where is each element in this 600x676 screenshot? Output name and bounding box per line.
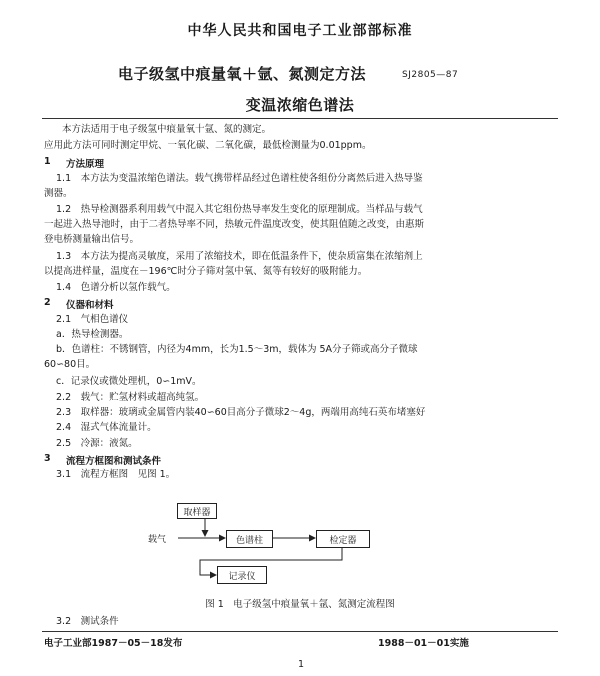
- para-2-1-b: b．色谱柱：不锈钢管，内径为4mm，长为1.5～3m，载体为 5A分子筛或高分子微球: [56, 344, 418, 355]
- footer-rule: [42, 631, 558, 632]
- page-title: 电子级氢中痕量氧＋氩、氮测定方法: [118, 65, 367, 83]
- issued-date: 电子工业部1987－05－18发布: [44, 638, 183, 649]
- sampler-box: 取样器: [177, 503, 217, 519]
- section-1-num: 1: [44, 156, 51, 167]
- para-2-3: 2.3 取样器：玻璃或金属管内装40∽60目高分子微球2～4g，两端用高纯石英布堵塞好: [56, 407, 426, 418]
- effective-date: 1988－01－01实施: [378, 638, 469, 649]
- para-1-1-cont: 测器。: [44, 188, 73, 199]
- section-2-title: 仪器和材料: [66, 300, 114, 311]
- para-2-1: 2.1 气相色谱仪: [56, 314, 129, 325]
- para-2-2: 2.2 载气：贮氢材料或超高纯氢。: [56, 392, 205, 403]
- para-2-1-c: c．记录仪或微处理机，0∽1mV。: [56, 376, 202, 387]
- para-1-2-cont: 一起进入热导池时，由于二者热导率不同，热敏元件温度改变，使其阻值随之改变，由惠斯: [44, 219, 425, 230]
- para-1-3: 1.3 本方法为提高灵敏度，采用了浓缩技术，即在低温条件下，使杂质富集在浓缩剂上: [56, 251, 423, 262]
- recorder-box: 记录仪: [217, 566, 267, 584]
- para-2-4: 2.4 湿式气体流量计。: [56, 422, 157, 433]
- para-2-5: 2.5 冷源：液氮。: [56, 438, 138, 449]
- section-2-num: 2: [44, 297, 51, 308]
- para-1-2: 1.2 热导检测器系利用载气中混入其它组份热导率发生变化的原理制成。当样品与载气: [56, 204, 423, 215]
- figure-caption: 图 1 电子级氢中痕量氧＋氩、氮测定流程图: [205, 599, 395, 610]
- section-3-num: 3: [44, 453, 51, 464]
- carrier-gas-label: 载气: [148, 535, 167, 545]
- standard-org: 中华人民共和国电子工业部部标准: [187, 23, 413, 39]
- section-3-title: 流程方框图和测试条件: [66, 456, 162, 467]
- para-3-1: 3.1 流程方框图 见图 1。: [56, 469, 176, 480]
- column-box: 色谱柱: [226, 530, 273, 548]
- intro-line-1: 本方法适用于电子级氢中痕量氧十氩、氮的测定。: [62, 124, 272, 135]
- para-1-2-cont2: 登电桥测量输出信号。: [44, 234, 140, 245]
- intro-line-2: 应用此方法可同时测定甲烷、一氧化碳、二氧化碳，最低检测量为0.01ppm。: [44, 140, 372, 151]
- para-1-3-cont: 以提高进样量，温度在－196℃时分子筛对氢中氧、氮等有较好的吸附能力。: [44, 266, 368, 277]
- section-1-title: 方法原理: [66, 159, 105, 170]
- para-2-1-b-cont: 60∽80目。: [44, 359, 96, 370]
- standard-code: SJ2805—87: [402, 70, 459, 80]
- para-3-2: 3.2 测试条件: [56, 616, 119, 627]
- para-2-1-a: a．热导检测器。: [56, 329, 129, 340]
- detector-box: 检定器: [316, 530, 370, 548]
- page-number: 1: [298, 659, 305, 670]
- para-1-1: 1.1 本方法为变温浓缩色谱法。载气携带样品经过色谱柱使各组份分离然后进入热导鉴: [56, 173, 423, 184]
- para-1-4: 1.4 色谱分析以氢作载气。: [56, 282, 176, 293]
- page-subtitle: 变温浓缩色谱法: [245, 96, 355, 114]
